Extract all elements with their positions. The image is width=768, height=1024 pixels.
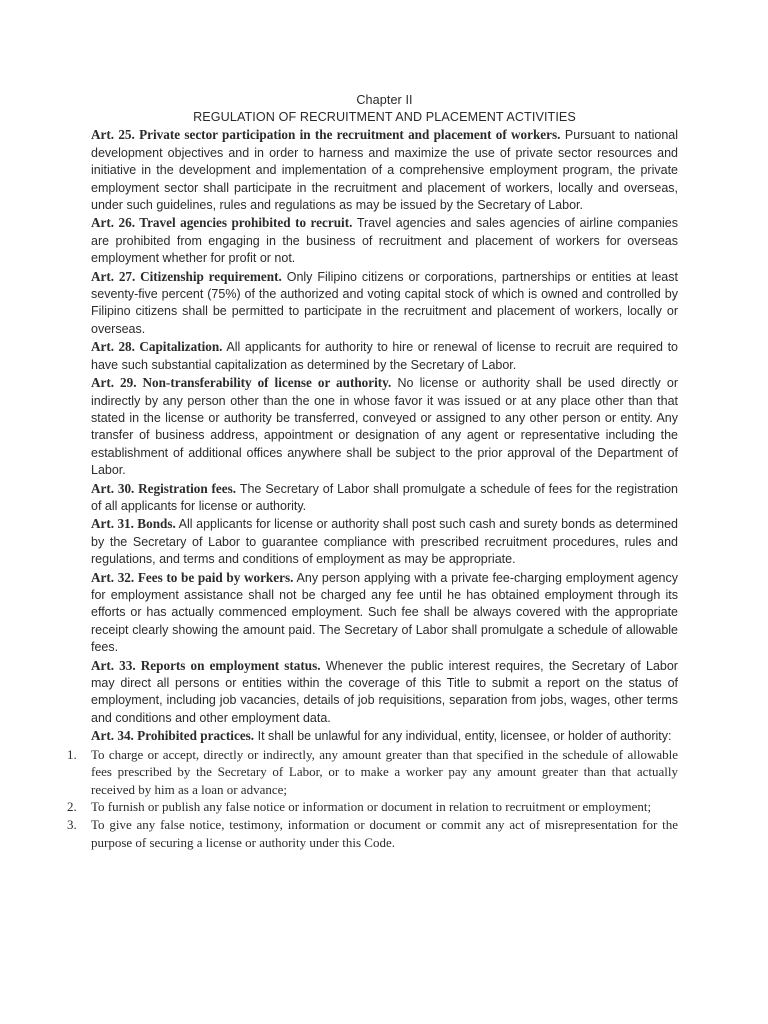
article-body: No license or authority shall be used directly or indirectly by any person other than the one in whose favor it was issued or at any place other than that stated in the license or authority be transferred, conveyed or assigned to any other person or entity. Any transfer of business address, appointment or designation of any agent or representative including the establishment of additional offices anywhere shall be subject to the prior approval of the Department of Labor. <box>91 376 678 478</box>
chapter-heading <box>91 92 678 126</box>
article-30 <box>91 480 678 516</box>
article-25 <box>91 126 678 214</box>
article-33 <box>91 657 678 728</box>
article-body: Any person applying with a private fee-charging employment agency for employment assistance shall not be charged any fee until he has obtained employment through its efforts or has actually commenced employment. Such fee shall be always covered with the appropriate receipt clearly showing the amount paid. The Secretary of Labor shall promulgate a schedule of allowable fees. <box>91 570 678 655</box>
article-body: All applicants for license or authority shall post such cash and surety bonds as determined by the Secretary of Labor to guarantee compliance with prescribed recruitment procedures, rules and regulations, and terms and conditions of employment as may be appropriate. <box>91 517 678 567</box>
article-title: Art. 29. Non-transferability of license or authority. <box>91 375 392 391</box>
list-number: 2. <box>67 799 77 815</box>
article-26 <box>91 214 678 267</box>
article-body: The Secretary of Labor shall promulgate a schedule of fees for the registration of all applicants for license or authority. <box>91 481 678 513</box>
chapter-number: Chapter II <box>356 93 413 107</box>
article-body: All applicants for authority to hire or renewal of license to recruit are required to have such substantial capitalization as determined by the Secretary of Labor. <box>91 340 678 372</box>
article-body: Only Filipino citizens or corporations, partnerships or entities at least seventy-five percent (75%) of the authorized and voting capital stock of which is owned and controlled by Filipino citizens shall be permitted to participate in the recruitment and placement of workers, locally or overseas. <box>91 269 678 336</box>
article-body: It shall be unlawful for any individual, entity, licensee, or holder of authority: <box>257 729 672 744</box>
article-title: Art. 26. Travel agencies prohibited to recruit. <box>91 215 353 231</box>
article-title: Art. 27. Citizenship requirement. <box>91 268 282 284</box>
article-title: Art. 33. Reports on employment status. <box>91 657 321 673</box>
list-item <box>67 746 678 799</box>
list-text: To give any false notice, testimony, information or document or commit any act of misrepresentation for the purpose of securing a license or authority under this Code. <box>91 817 678 850</box>
article-body: Travel agencies and sales agencies of airline companies are prohibited from engaging in the business of recruitment and placement of workers for overseas employment whether for profit or not. <box>91 216 678 266</box>
article-title: Art. 25. Private sector participation in the recruitment and placement of workers. <box>91 127 561 143</box>
list-text: To charge or accept, directly or indirectly, any amount greater than that specified in the schedule of allowable fees prescribed by the Secretary of Labor, or to make a worker pay any amount greater than that actually received by him as a loan or advance; <box>91 746 678 797</box>
prohibited-practices-list <box>67 746 678 852</box>
document-page <box>67 92 678 851</box>
article-32 <box>91 569 678 657</box>
chapter-title: REGULATION OF RECRUITMENT AND PLACEMENT ACTIVITIES <box>193 110 576 125</box>
article-31 <box>91 515 678 568</box>
article-28 <box>91 338 678 374</box>
list-item <box>67 798 678 816</box>
article-27 <box>91 268 678 339</box>
article-body: Pursuant to national development objectives and in order to harness and maximize the use of private sector resources and initiative in the development and implementation of a comprehensive employment program, the private employment sector shall participate in the recruitment and placement of workers, locally and overseas, under such guidelines, rules and regulations as may be issued by the Secretary of Labor. <box>91 128 678 213</box>
list-number: 1. <box>67 746 77 762</box>
list-number: 3. <box>67 817 77 832</box>
article-34 <box>91 727 678 745</box>
article-title: Art. 34. Prohibited practices. <box>91 728 255 744</box>
article-title: Art. 30. Registration fees. <box>91 480 237 496</box>
list-text: To furnish or publish any false notice or information or document in relation to recruitment or employment; <box>91 799 652 815</box>
article-title: Art. 31. Bonds. <box>91 516 176 532</box>
article-body: Whenever the public interest requires, the Secretary of Labor may direct all persons or entities within the coverage of this Title to submit a report on the status of employment, including job vacancies, details of job requisitions, separation from jobs, wages, other terms and conditions and other employment data. <box>91 658 678 725</box>
article-title: Art. 28. Capitalization. <box>91 339 223 355</box>
list-item <box>67 816 678 851</box>
article-29 <box>91 374 678 479</box>
article-title: Art. 32. Fees to be paid by workers. <box>91 569 294 585</box>
